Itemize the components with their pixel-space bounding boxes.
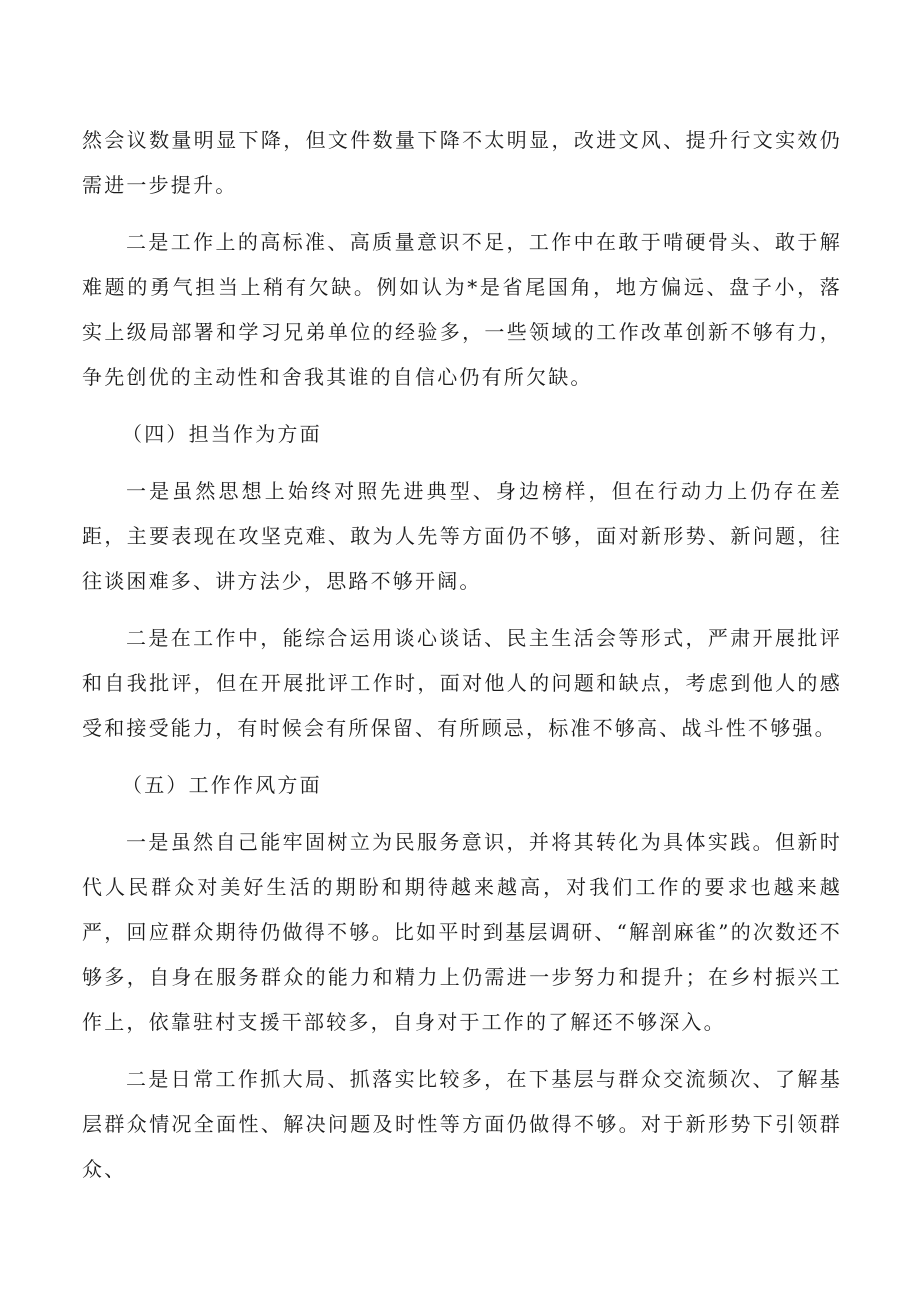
paragraph-standards: 二是工作上的高标准、高质量意识不足，工作中在敢于啃硬骨头、敢于解难题的勇气担当上稍有欠缺。例如认为*是省尾国角，地方偏远、盘子小，落实上级局部署和学习兄弟单位的经验多，一些领域的工作改革创新不够有力，争先创优的主动性和舍我其谁的自信心仍有所欠缺。 — [82, 230, 842, 389]
document-page — [82, 118, 842, 1204]
paragraph-continuation: 然会议数量明显下降，但文件数量下降不太明显，改进文风、提升行文实效仍需进一步提升。 — [82, 128, 842, 197]
paragraph-style-2: 二是日常工作抓大局、抓落实比较多，在下基层与群众交流频次、了解基层群众情况全面性、解决问题及时性等方面仍做得不够。对于新形势下引领群众、 — [82, 1067, 842, 1181]
paragraph-action-1: 一是虽然思想上始终对照先进典型、身边榜样，但在行动力上仍存在差距，主要表现在攻坚克难、敢为人先等方面仍不够，面对新形势、新问题，往往谈困难多、讲方法少，思路不够开阔。 — [82, 479, 842, 593]
section-heading-4: （四）担当作为方面 — [122, 422, 322, 446]
section-heading-5: （五）工作作风方面 — [122, 773, 322, 797]
paragraph-style-1: 一是虽然自己能牢固树立为民服务意识，并将其转化为具体实践。但新时代人民群众对美好生活的期盼和期待越来越高，对我们工作的要求也越来越严，回应群众期待仍做得不够。比如平时到基层调研、“解剖麻雀”的次数还不够多，自身在服务群众的能力和精力上仍需进一步努力和提升；在乡村振兴工作上，依靠驻村支援干部较多，自身对于工作的了解还不够深入。 — [82, 830, 842, 1034]
paragraph-action-2: 二是在工作中，能综合运用谈心谈话、民主生活会等形式，严肃开展批评和自我批评，但在开展批评工作时，面对他人的问题和缺点，考虑到他人的感受和接受能力，有时候会有所保留、有所顾忌，标准不够高、战斗性不够强。 — [82, 626, 842, 740]
